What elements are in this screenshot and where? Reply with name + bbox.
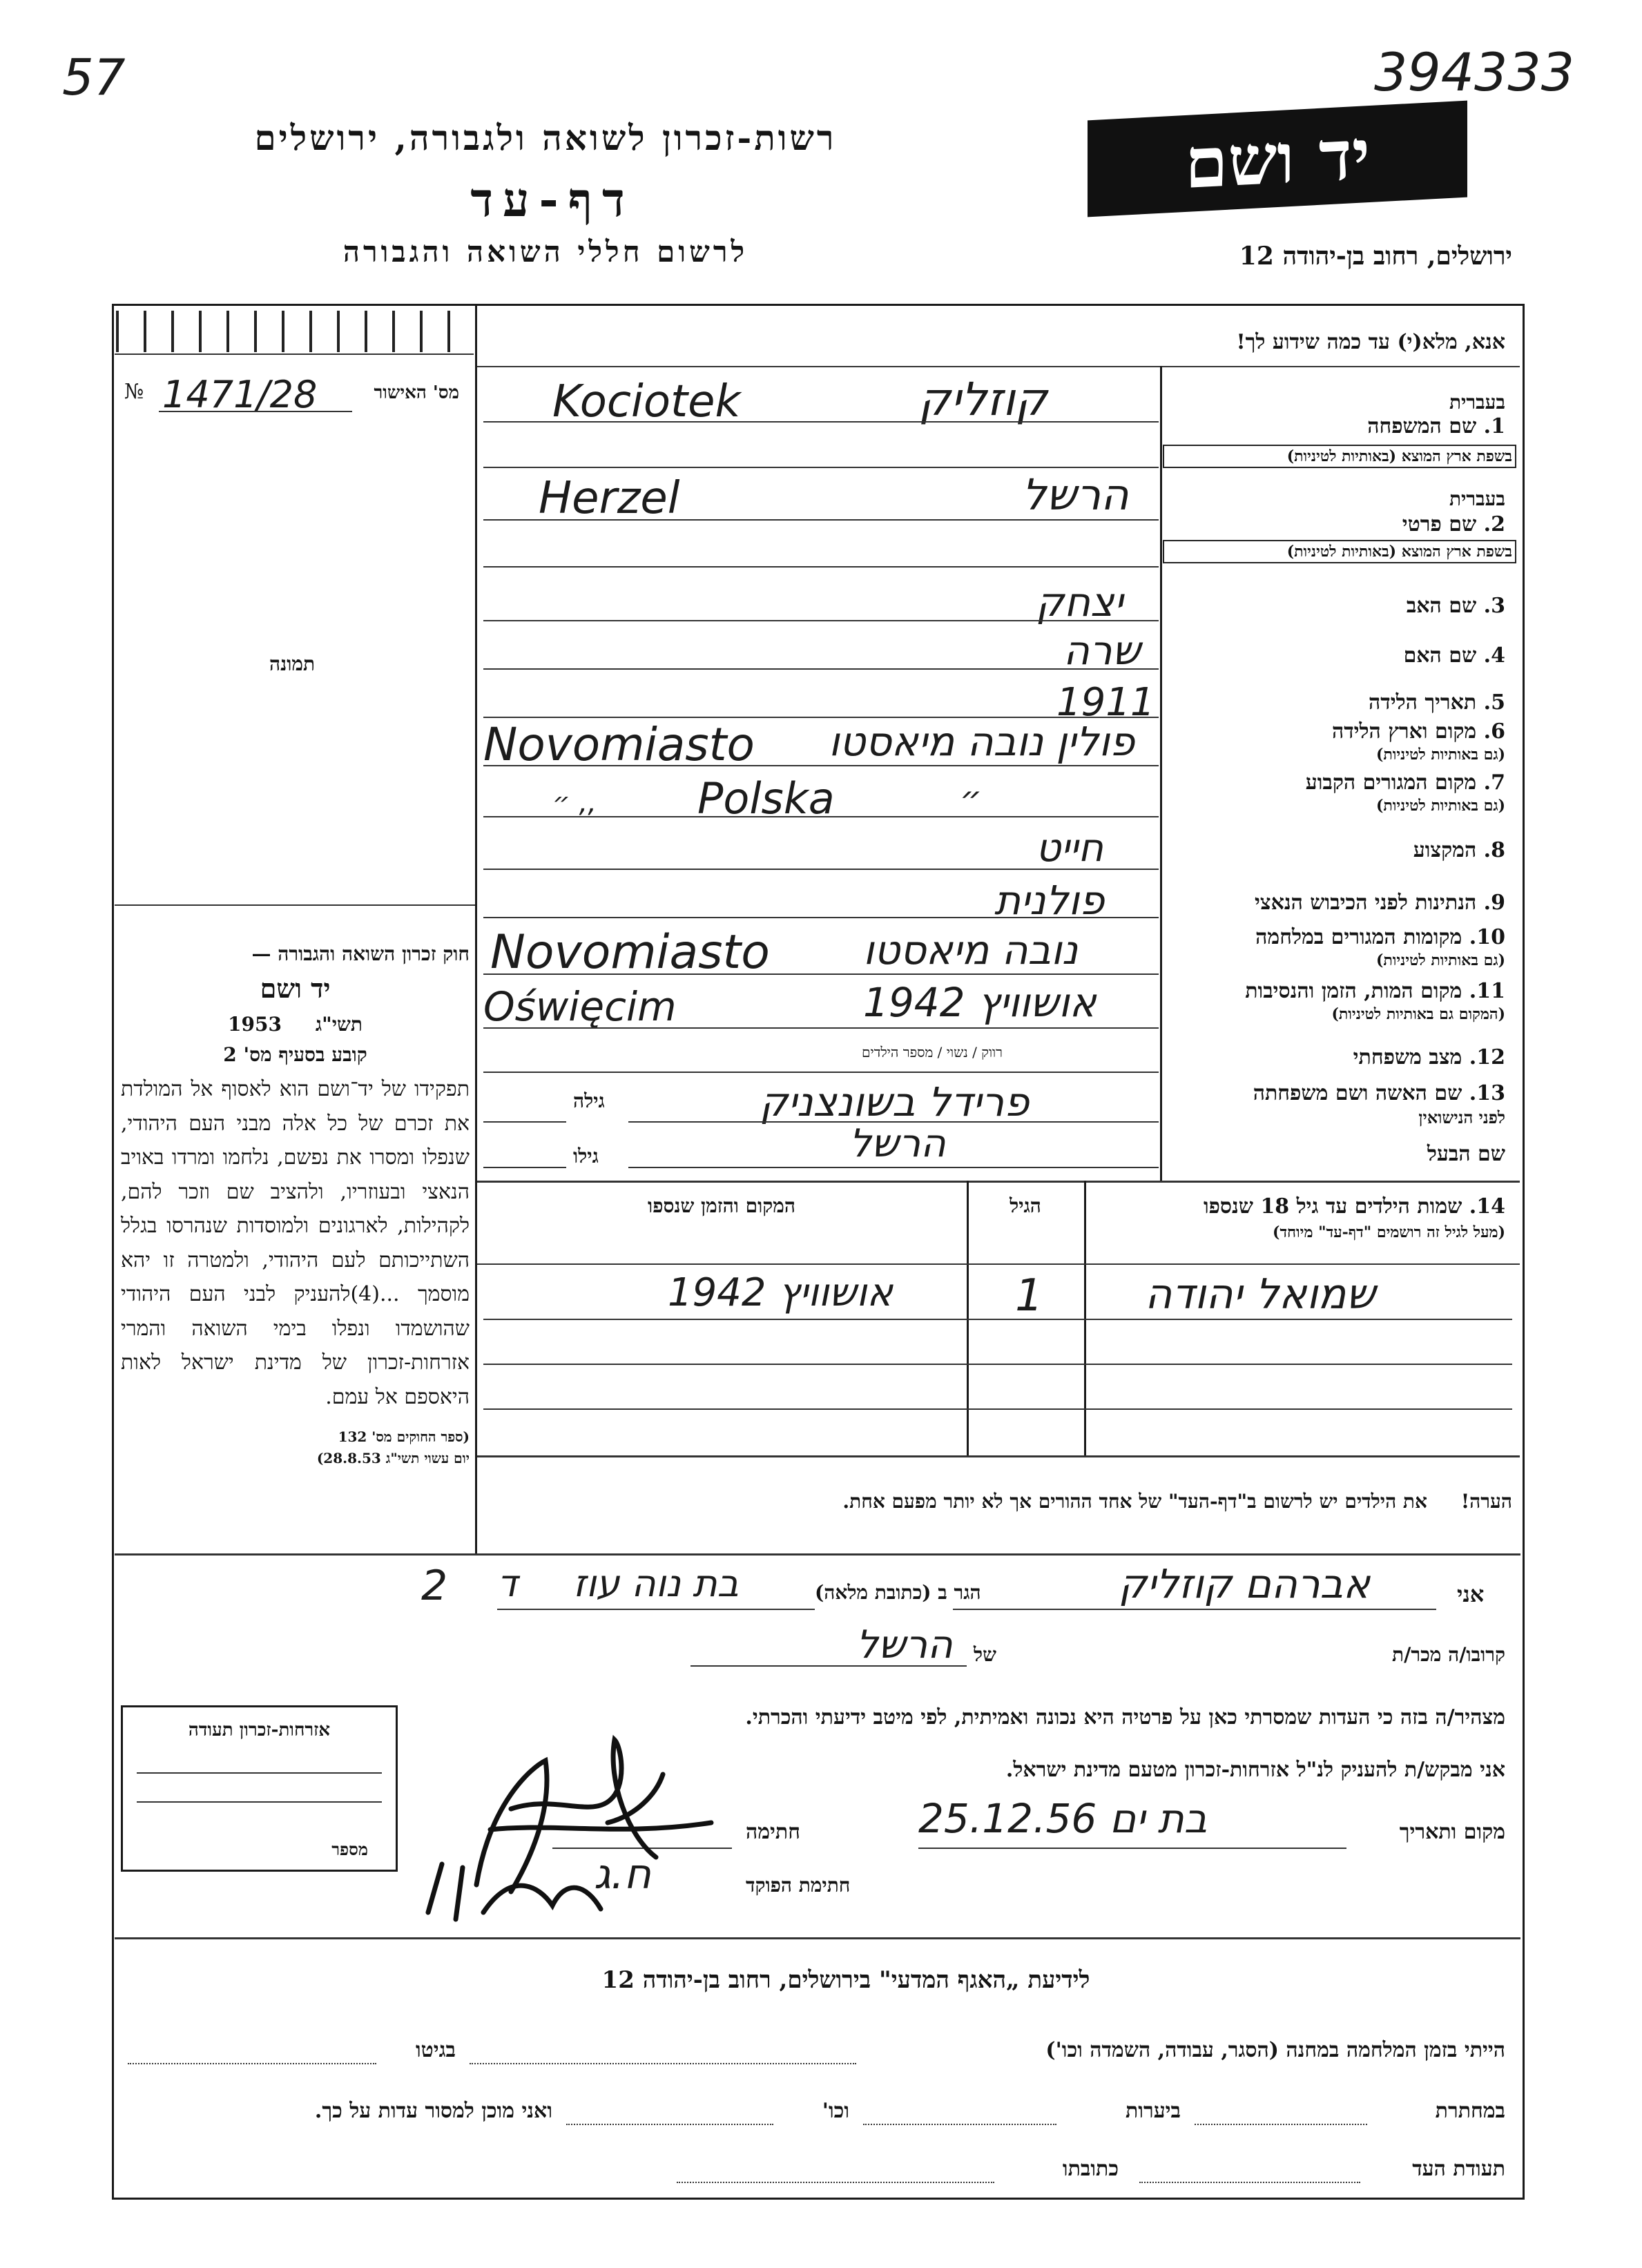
field-1-rule-a <box>483 421 1159 423</box>
law-source-2: יום עשוי תשי"ג 28.8.53) <box>316 1450 470 1467</box>
bureau-line2-etc: וכו' <box>822 2099 849 2123</box>
law-year-row <box>121 1009 470 1039</box>
field-5-value: 1911 <box>1056 680 1155 725</box>
field-5-label-text: תאריך הלידה <box>1369 690 1477 715</box>
children-header <box>1091 1194 1505 1219</box>
bureau-line3-dots-a <box>1139 2182 1360 2183</box>
field-7-sub: (גם באותיות לטיניות) <box>1375 797 1505 815</box>
certificate-rule-2 <box>137 1801 382 1803</box>
certificate-number-label: מספר <box>331 1839 368 1859</box>
intro-instruction: אנא, מלא(י) עד כמה שידוע לך! <box>1236 330 1505 354</box>
officer-signature-scribble <box>414 1843 608 1940</box>
corner-note-right: 394333 <box>1374 41 1575 103</box>
place-date-value: בת ים 25.12.56 <box>918 1795 1208 1842</box>
field-1-hebrew-tag: בעברית <box>1449 391 1505 414</box>
field-6-value: פולין נובה מיאסטו <box>829 718 1135 765</box>
field-10-value: נובה מיאסטו <box>863 927 1079 973</box>
law-year: 1953 <box>228 1013 282 1036</box>
bureau-line2-forests: ביערות <box>1125 2099 1181 2123</box>
attest-of-value: הרשל <box>856 1622 953 1667</box>
field-11-rule <box>483 1027 1159 1029</box>
field-2-rule-a <box>483 519 1159 521</box>
officer-signature-value: ח.ג <box>594 1850 651 1899</box>
children-header-rule <box>477 1263 1520 1265</box>
field-9-num: 9. <box>1483 891 1505 915</box>
field-13-label <box>1174 1081 1505 1105</box>
attest-lives-at: הגר ב (כתובת מלאה) <box>815 1581 981 1604</box>
authority-heading: רשות-זכרון לשואה ולגבורה, ירושלים <box>254 117 837 158</box>
husband-label: שם הבעל <box>1427 1142 1505 1166</box>
field-4-num: 4. <box>1483 643 1505 668</box>
husband-age-line <box>483 1167 566 1168</box>
field-3-rule <box>483 620 1159 621</box>
field-5-label <box>1174 690 1505 715</box>
form-title: דף-עד <box>470 173 635 228</box>
intro-rule <box>477 366 1520 367</box>
field-7-mark: ״ <box>960 779 983 819</box>
law-block <box>121 939 470 1469</box>
bureau-line3-dots-b <box>677 2182 994 2183</box>
husband-rule <box>628 1167 1159 1168</box>
field-6-latin-value: Novomiasto <box>483 718 755 771</box>
field-9-rule <box>483 917 1159 918</box>
certificate-box <box>121 1705 398 1872</box>
children-row-1-rule <box>483 1319 1512 1320</box>
law-name: יד ושם <box>260 973 331 1005</box>
tick-strip <box>116 311 475 352</box>
field-6-sub: (גם באותיות לטיניות) <box>1375 746 1505 764</box>
attest-of-label: של <box>974 1643 996 1666</box>
field-6-label-text: מקום וארץ הלידה <box>1331 719 1477 744</box>
field-10-num: 10. <box>1469 925 1505 949</box>
field-1-label <box>1174 414 1505 438</box>
attest-address: בת נוה עוז <box>573 1562 739 1605</box>
field-2-num: 2. <box>1483 512 1505 536</box>
attest-address-extra: ד <box>497 1562 518 1605</box>
corner-note-left: 57 <box>62 48 126 106</box>
field-8-label <box>1174 838 1505 862</box>
attest-declaration: מצהיר/ה בזה כי העדות שמסרתי כאן על פרטיה היא נכונה ואמיתית, לפי מיטב ידיעתי והכרתי. <box>745 1705 1505 1729</box>
field-8-num: 8. <box>1483 838 1505 862</box>
field-4-value: שרה <box>1063 627 1141 674</box>
children-col-place: המקום והזמן שנספו <box>648 1194 795 1217</box>
field-12-label-text: מצב משפחתי <box>1353 1045 1462 1069</box>
field-8-label-text: המקצוע <box>1413 838 1477 862</box>
husband-value: הרשל <box>849 1121 946 1166</box>
field-8-value: חייט <box>1036 826 1103 871</box>
children-row-3-rule <box>483 1408 1512 1410</box>
bureau-header: לידיעת „האגף המדעי" בירושלים, רחוב בן-יהודה 12 <box>601 1966 1090 1994</box>
note-row <box>483 1490 1512 1513</box>
field-7-label <box>1174 770 1505 795</box>
field-4-rule <box>483 668 1159 670</box>
signature-label: חתימה <box>746 1820 800 1844</box>
field-12-rule <box>483 1072 1159 1073</box>
field-2-label <box>1174 512 1505 536</box>
field-12-num: 12. <box>1469 1045 1505 1069</box>
yad-vashem-logo: יד ושם <box>1088 101 1467 217</box>
children-col-age: הגיל <box>1010 1194 1041 1217</box>
field-5-num: 5. <box>1483 690 1505 715</box>
children-row-1-name: שמואל יהודה <box>1145 1270 1375 1319</box>
law-text: תפקידו של יד־ושם הוא לאסוף אל המולדת את זכרם של כל אלה מבני העם היהודי, שנפלו ומסרו את נפשם, נלחמו ומרדו באויב הנאצי ובעוזריו, ולהציב שם וזכר להם, לקהילות, לארגונים ולמוסדות שנהרסו בגלל השתייכותם לעם היהודי, ולמטרה זו יהא מוסמך ...(4)להעניק לבני העם היהודי שהושמדו ונפלו בימי השואה והמרי אזרחות-זכרון של מדינת ישראל לאות היאספם אל עמם. <box>121 1077 470 1409</box>
field-11-num: 11. <box>1469 979 1505 1003</box>
field-2-rule-b <box>483 566 1159 568</box>
bureau-line2-dots-b <box>863 2124 1056 2125</box>
field-7-ditto: ״ ,, <box>552 787 597 819</box>
left-column-divider <box>475 304 477 1553</box>
photo-box-bottom <box>115 904 475 906</box>
law-title: חוק זכרון השואה והגבורה — <box>251 942 470 965</box>
field-1-label-text: שם המשפחה <box>1367 414 1477 438</box>
children-row-1-place: אושוויץ 1942 <box>668 1270 893 1315</box>
officer-signature-label: חתימת הפוקד <box>746 1874 851 1897</box>
field-11-label-text: מקום המות, הזמן והנסיבות <box>1245 979 1462 1003</box>
field-1-hebrew-value: קוזליק <box>918 373 1047 426</box>
field-2-hebrew-tag: בעברית <box>1449 487 1505 510</box>
note-label: הערה! <box>1460 1490 1512 1513</box>
note-bottom-rule <box>115 1553 1520 1555</box>
children-label: שמות הילדים עד גיל 18 שנספו <box>1203 1194 1462 1219</box>
bureau-line2-dots-c <box>566 2124 773 2125</box>
field-13-value: פרידל בשונצניק <box>760 1078 1030 1125</box>
field-6-num: 6. <box>1483 719 1505 744</box>
bureau-line2-ready: ואני מוכן למסור עדות על כך. <box>314 2099 552 2123</box>
spouse-age-label: גילה <box>573 1089 605 1112</box>
approval-label: מס' האישור <box>374 382 459 403</box>
approval-underline <box>159 411 352 412</box>
field-9-label-text: הנתינות לפני הכיבוש הנאצי <box>1254 891 1477 915</box>
field-7-rule <box>483 816 1159 817</box>
field-10-sub: (גם באותיות לטיניות) <box>1375 951 1505 969</box>
approval-number: 1471/28 <box>162 373 318 416</box>
field-7-num: 7. <box>1483 770 1505 795</box>
photo-label: תמונה <box>269 652 316 675</box>
field-10-rule <box>483 973 1159 975</box>
field-9-label <box>1174 891 1505 915</box>
field-8-rule <box>483 869 1159 870</box>
children-row-1-age: 1 <box>1015 1270 1043 1321</box>
attest-of-line <box>690 1665 967 1667</box>
field-10-label-text: מקומות המגורים במלחמה <box>1255 925 1462 949</box>
field-3-value: יצחק <box>1036 579 1123 626</box>
field-11-value: אושוויץ 1942 <box>863 979 1097 1026</box>
spouse-age-line <box>483 1121 566 1123</box>
approval-row <box>121 373 466 414</box>
labels-divider <box>1160 366 1162 1181</box>
field-1-rule-b <box>483 467 1159 468</box>
number-sign: № <box>124 380 144 404</box>
field-2-hebrew-value: הרשל <box>1022 469 1129 520</box>
field-6-label <box>1174 719 1505 744</box>
field-11-sub: (המקום גם באותיות לטיניות) <box>1331 1005 1505 1023</box>
field-3-label <box>1174 594 1505 618</box>
field-13-sub: לפני הנישואין <box>1418 1107 1505 1127</box>
field-13-label-text: שם האשה ושם משפחתה <box>1253 1081 1462 1105</box>
children-sub: (מעל לגיל זה רושמים "דף-עד" מיוחד) <box>1273 1223 1505 1241</box>
field-7-label-text: מקום המגורים הקבוע <box>1305 770 1477 795</box>
field-11-latin-value: Oświęcim <box>483 983 677 1030</box>
law-clause: קובע בסעיף מס' 2 <box>223 1043 367 1066</box>
field-13-num: 13. <box>1469 1081 1505 1105</box>
bureau-line1-end: בגיטו <box>415 2038 456 2062</box>
bureau-line2-dots-a <box>1195 2124 1367 2125</box>
bureau-line1: הייתי בזמן המלחמה במחנה (הסגר, עבודה, השמדה וכו') <box>1045 2038 1505 2062</box>
tick-strip-base <box>115 353 474 355</box>
attest-relation-label: קרובו/ה מכר/ת <box>1392 1643 1505 1666</box>
field-4-label <box>1174 643 1505 668</box>
certificate-rule-1 <box>137 1772 382 1774</box>
place-date-line <box>918 1848 1346 1849</box>
attest-name: אברהם קוזליק <box>1119 1560 1370 1607</box>
field-10-latin-value: Novomiasto <box>490 925 770 980</box>
place-date-label: מקום ותאריך <box>1399 1820 1505 1844</box>
field-9-value: פולנית <box>994 877 1105 924</box>
bureau-line1-tail-dots <box>128 2063 376 2064</box>
attest-address-line <box>497 1609 815 1610</box>
field-6-rule <box>483 765 1159 766</box>
field-7-latin-value: Polska <box>697 773 835 824</box>
field-12-hint: רווק / נשוי / מספר הילדים <box>861 1044 1003 1060</box>
field-1-num: 1. <box>1483 414 1505 438</box>
attest-bottom-rule <box>115 1937 1520 1939</box>
husband-age-label: גילו <box>573 1145 599 1167</box>
children-bottom-rule <box>477 1455 1520 1457</box>
attest-request: אני מבקש/ת להעניק לנ"ל אזרחות-זכרון מטעם מדינת ישראל. <box>1005 1758 1505 1782</box>
attest-page-mark: 2 <box>421 1562 448 1610</box>
field-2-label-text: שם פרטי <box>1402 512 1477 536</box>
field-3-num: 3. <box>1483 594 1505 618</box>
field-12-label <box>1174 1045 1505 1069</box>
bureau-line1-dots <box>470 2063 856 2064</box>
attest-ani: אני <box>1457 1581 1485 1607</box>
children-top-rule <box>477 1181 1520 1183</box>
address: ירושלים, רחוב בן-יהודה 12 <box>1239 242 1512 271</box>
field-1-latin-value: Kociotek <box>552 376 741 427</box>
field-10-label <box>1174 925 1505 949</box>
form-subtitle: לרשום חללי השואה והגבורה <box>342 235 748 269</box>
field-2-latin-value: Herzel <box>539 473 680 524</box>
field-1-sub: בשפת ארץ המוצא (באותיות לטיניות) <box>1163 445 1516 468</box>
field-4-label-text: שם האם <box>1403 643 1477 668</box>
law-source-1: (ספר החוקים מס' 132 <box>338 1428 470 1446</box>
children-num: 14. <box>1469 1194 1505 1219</box>
certificate-label: אזרחות-זכרון תעודה <box>188 1720 331 1741</box>
law-year-heb: תשי"ג <box>315 1013 363 1036</box>
bureau-line2-underground: במחתרת <box>1435 2099 1505 2123</box>
field-2-sub: בשפת ארץ המוצא (באותיות לטיניות) <box>1163 540 1516 563</box>
field-11-label <box>1174 979 1505 1003</box>
bureau-line3-address: כתובתו <box>1062 2157 1119 2181</box>
children-row-2-rule <box>483 1364 1512 1365</box>
field-3-label-text: שם האב <box>1406 594 1477 618</box>
attest-name-line <box>953 1609 1436 1610</box>
note-text: את הילדים יש לרשום ב"דף-העד" של אחד ההורים אך לא יותר מפעם אחת. <box>842 1490 1427 1513</box>
bureau-line3-witness-id: תעודת העד <box>1412 2157 1505 2181</box>
